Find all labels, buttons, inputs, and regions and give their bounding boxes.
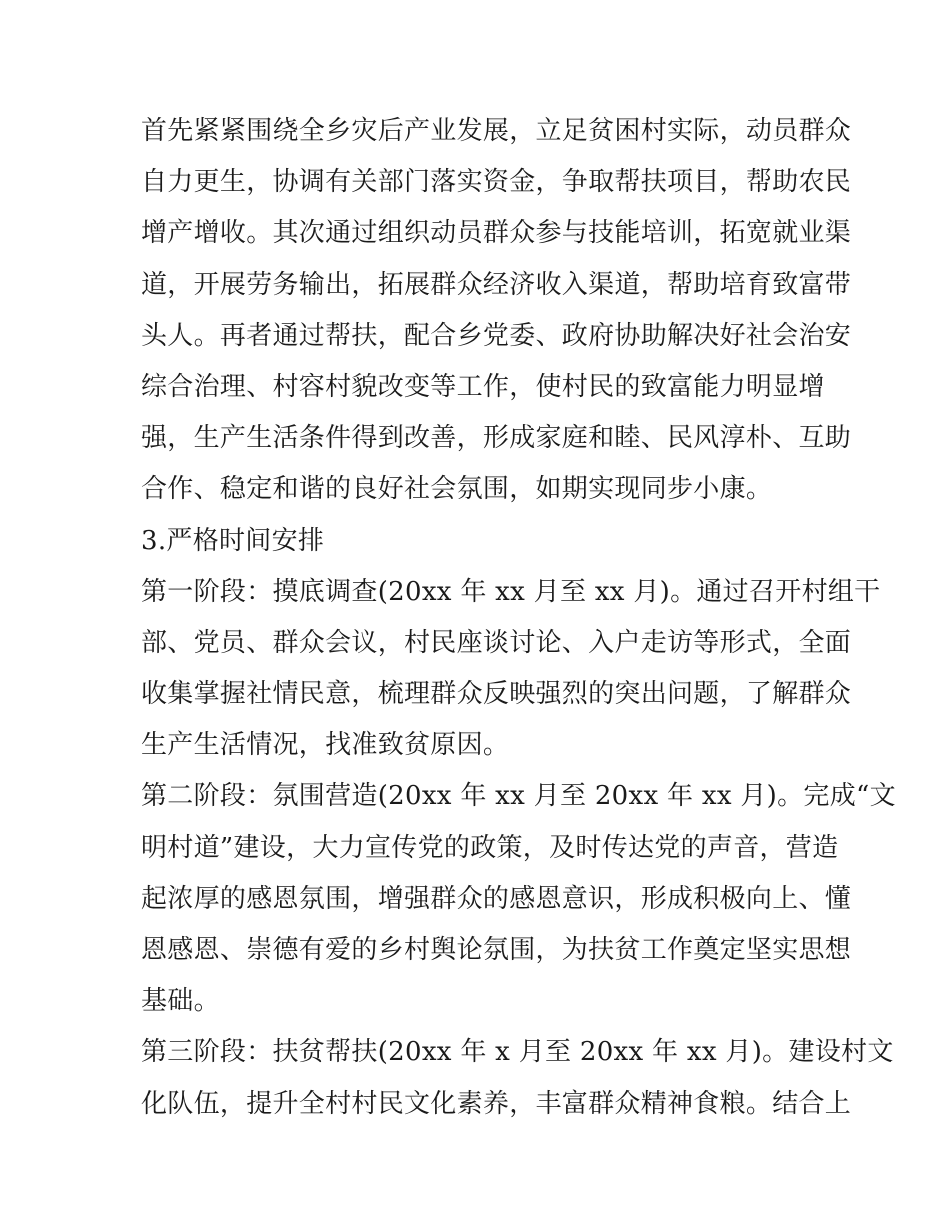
text-line: 部、党员、群众会议，村民座谈讨论、入户走访等形式，全面 (141, 627, 852, 658)
text-line: 基础。 (141, 986, 220, 1017)
text-line: 自力更生，协调有关部门落实资金，争取帮扶项目，帮助农民 (141, 167, 852, 198)
document-body (141, 106, 896, 1130)
text-line: 收集掌握社情民意，梳理群众反映强烈的突出问题，了解群众 (141, 679, 852, 710)
text-line: 增产增收。其次通过组织动员群众参与技能培训，拓宽就业渠 (141, 218, 852, 249)
text-line: 起浓厚的感恩氛围，增强群众的感恩意识，形成积极向上、懂 (141, 883, 852, 914)
section-heading: 3.严格时间安排 (141, 525, 325, 556)
text-line: 第一阶段：摸底调查(20xx 年 xx 月至 xx 月)。通过召开村组干 (141, 576, 881, 607)
text-line: 首先紧紧围绕全乡灾后产业发展，立足贫困村实际，动员群众 (141, 116, 852, 146)
text-line: 综合治理、村容村貌改变等工作，使村民的致富能力明显增 (141, 371, 825, 402)
text-line: 生产生活情况，找准致贫原因。 (141, 730, 510, 761)
text-line: 头人。再者通过帮扶，配合乡党委、政府协助解决好社会治安 (141, 320, 852, 351)
text-line: 合作、稳定和谐的良好社会氛围，如期实现同步小康。 (141, 474, 773, 505)
text-line: 强，生产生活条件得到改善，形成家庭和睦、民风淳朴、互助 (141, 423, 852, 454)
text-line: 恩感恩、崇德有爱的乡村舆论氛围，为扶贫工作奠定坚实思想 (141, 935, 852, 965)
text-line: 化队伍，提升全村村民文化素养，丰富群众精神食粮。结合上 (141, 1088, 852, 1119)
text-line: 明村道”建设，大力宣传党的政策，及时传达党的声音，营造 (141, 832, 839, 863)
text-line: 道，开展劳务输出，拓展群众经济收入渠道，帮助培育致富带 (141, 269, 852, 300)
text-line: 第二阶段：氛围营造(20xx 年 xx 月至 20xx 年 xx 月)。完成“文 (141, 781, 896, 812)
text-line: 第三阶段：扶贫帮扶(20xx 年 x 月至 20xx 年 xx 月)。建设村文 (141, 1037, 894, 1068)
